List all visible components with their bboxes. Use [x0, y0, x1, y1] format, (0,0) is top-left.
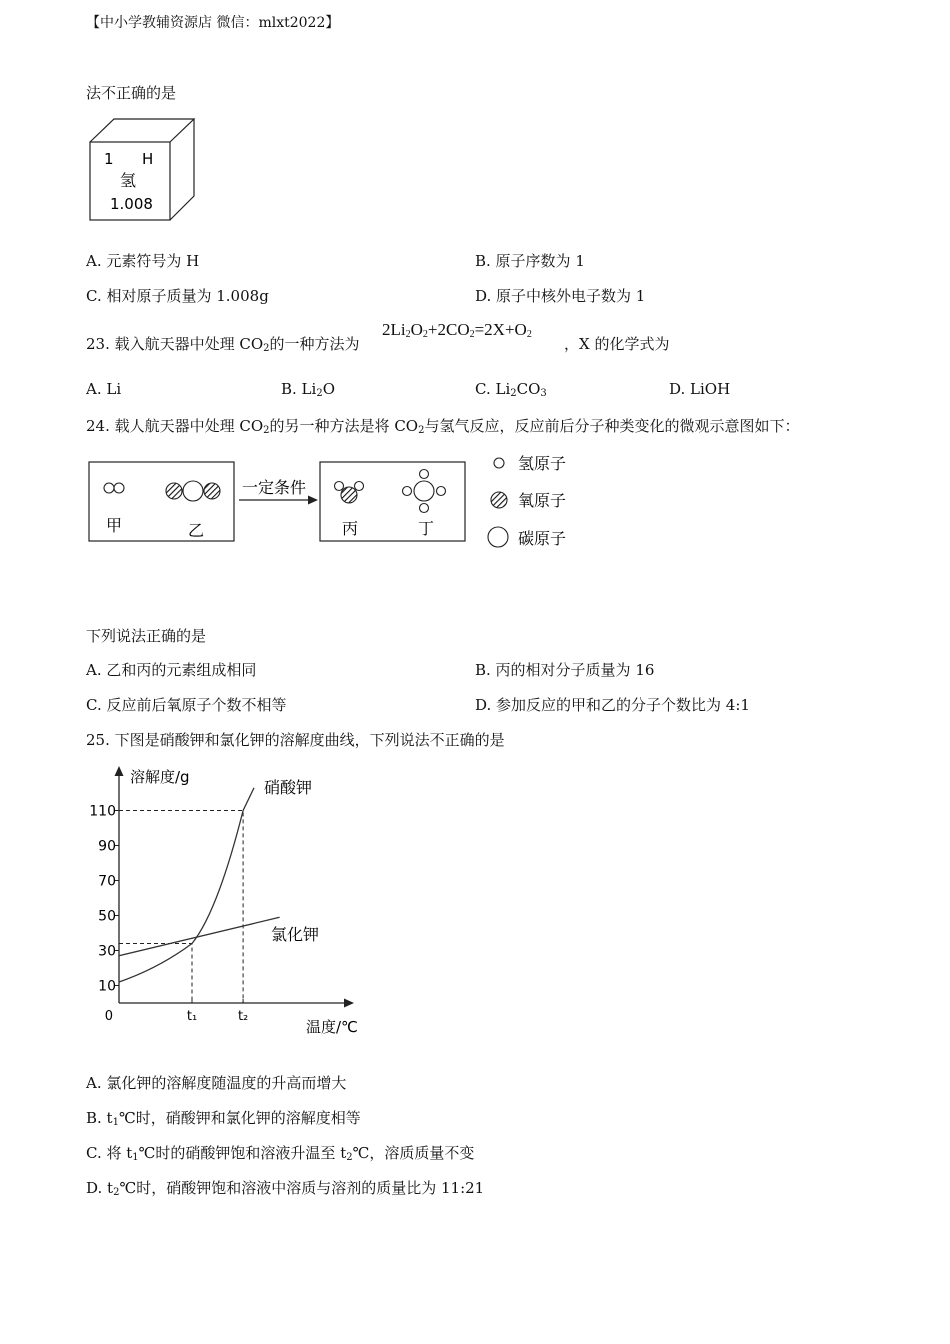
legend-hydrogen-icon	[494, 458, 504, 468]
legend-hydrogen: 氢原子	[518, 454, 567, 473]
q24-stem: 24. 载人航天器中处理 $CO_2$的另一种方法是将 $CO_2$与氢气反应，反应前后分子种类变化的微观示意图如下：	[86, 417, 800, 436]
molecule-bing	[335, 482, 364, 504]
origin-label: 0	[104, 1009, 113, 1024]
label-ding: 丁	[418, 519, 435, 538]
molecule-jia	[104, 483, 124, 493]
q23-option-a: A. Li	[86, 380, 122, 398]
q25-stem: 25. 下图是硝酸钾和氯化钾的溶解度曲线，下列说法不正确的是	[86, 731, 505, 749]
y-tick-label: 90	[98, 838, 116, 855]
q24-option-a: A. 乙和丙的元素组成相同	[86, 661, 257, 679]
page-header: 【中小学教辅资源店 微信：mlxt2022】	[86, 15, 340, 31]
q22-option-c: C. 相对原子质量为 1.008g	[86, 287, 269, 305]
q23-stem: 23. 载入航天器中处理 $CO_2$的一种方法为	[86, 335, 360, 354]
y-tick-label: 110	[89, 803, 116, 820]
y-axis-label: 溶解度/g	[130, 768, 190, 786]
x-tick-label: t₂	[237, 1009, 249, 1024]
q25-option-c: C. 将 $t_1℃$时的硝酸钾饱和溶液升温至 $t_2℃$，溶质质量不变	[86, 1144, 475, 1163]
tile-name: 氢	[120, 171, 137, 190]
y-tick-label: 50	[98, 908, 116, 925]
q23-equation: $2Li_2O_2+2CO_2=2X+O_2$	[382, 320, 532, 340]
reaction-diagram	[86, 448, 586, 558]
series-kno3-line	[119, 788, 254, 982]
q24-option-b: B. 丙的相对分子质量为 16	[475, 661, 655, 679]
q24-prompt: 下列说法正确的是	[86, 627, 207, 645]
y-tick-label: 70	[98, 873, 116, 890]
label-jia: 甲	[106, 516, 123, 535]
q25-option-a: A. 氯化钾的溶解度随温度的升高而增大	[86, 1074, 347, 1092]
q24-option-d: D. 参加反应的甲和乙的分子个数比为 4:1	[475, 696, 750, 714]
legend-oxygen-icon	[491, 492, 507, 508]
y-tick-label: 30	[98, 943, 116, 960]
series-kcl-line	[119, 917, 280, 956]
q23-option-b: B. $Li_2O$	[281, 380, 336, 399]
label-yi: 乙	[188, 521, 205, 540]
q23-option-c: C. $Li_2CO_3$	[475, 380, 547, 399]
y-axis-arrow	[115, 766, 124, 776]
q23-stem-tail: ，X 的化学式为	[564, 335, 670, 353]
x-axis-arrow	[344, 999, 354, 1008]
label-bing: 丙	[342, 519, 359, 538]
legend-carbon-icon	[488, 527, 508, 547]
molecule-yi	[166, 481, 220, 501]
guide-t1-34	[119, 944, 192, 1004]
series-kno3-label: 硝酸钾	[264, 778, 313, 797]
q22-option-d: D. 原子中核外电子数为 1	[475, 287, 646, 305]
tile-symbol: H	[142, 150, 154, 168]
legend-oxygen: 氧原子	[518, 491, 567, 510]
q25-option-d: D. $t_2℃$时，硝酸钾饱和溶液中溶质与溶剂的质量比为 11:21	[86, 1179, 485, 1198]
series-kcl-label: 氯化钾	[271, 925, 320, 944]
q23-option-d: D. LiOH	[669, 380, 731, 398]
element-tile-hydrogen	[86, 116, 200, 224]
x-axis-label: 温度/℃	[306, 1018, 358, 1036]
molecule-ding	[403, 470, 446, 513]
tile-number: 1	[104, 150, 114, 168]
x-tick-label: t₁	[186, 1009, 198, 1024]
y-tick-label: 10	[98, 978, 116, 995]
tile-mass: 1.008	[110, 195, 153, 213]
q22-option-b: B. 原子序数为 1	[475, 252, 585, 270]
reaction-condition: 一定条件	[242, 478, 307, 497]
solubility-chart	[86, 760, 376, 1045]
legend-carbon: 碳原子	[518, 529, 567, 548]
q24-option-c: C. 反应前后氧原子个数不相等	[86, 696, 287, 714]
q22-option-a: A. 元素符号为 H	[86, 252, 200, 270]
q25-option-b: B. $t_1℃$时，硝酸钾和氯化钾的溶解度相等	[86, 1109, 361, 1128]
q22-stem-tail: 法不正确的是	[86, 84, 177, 102]
